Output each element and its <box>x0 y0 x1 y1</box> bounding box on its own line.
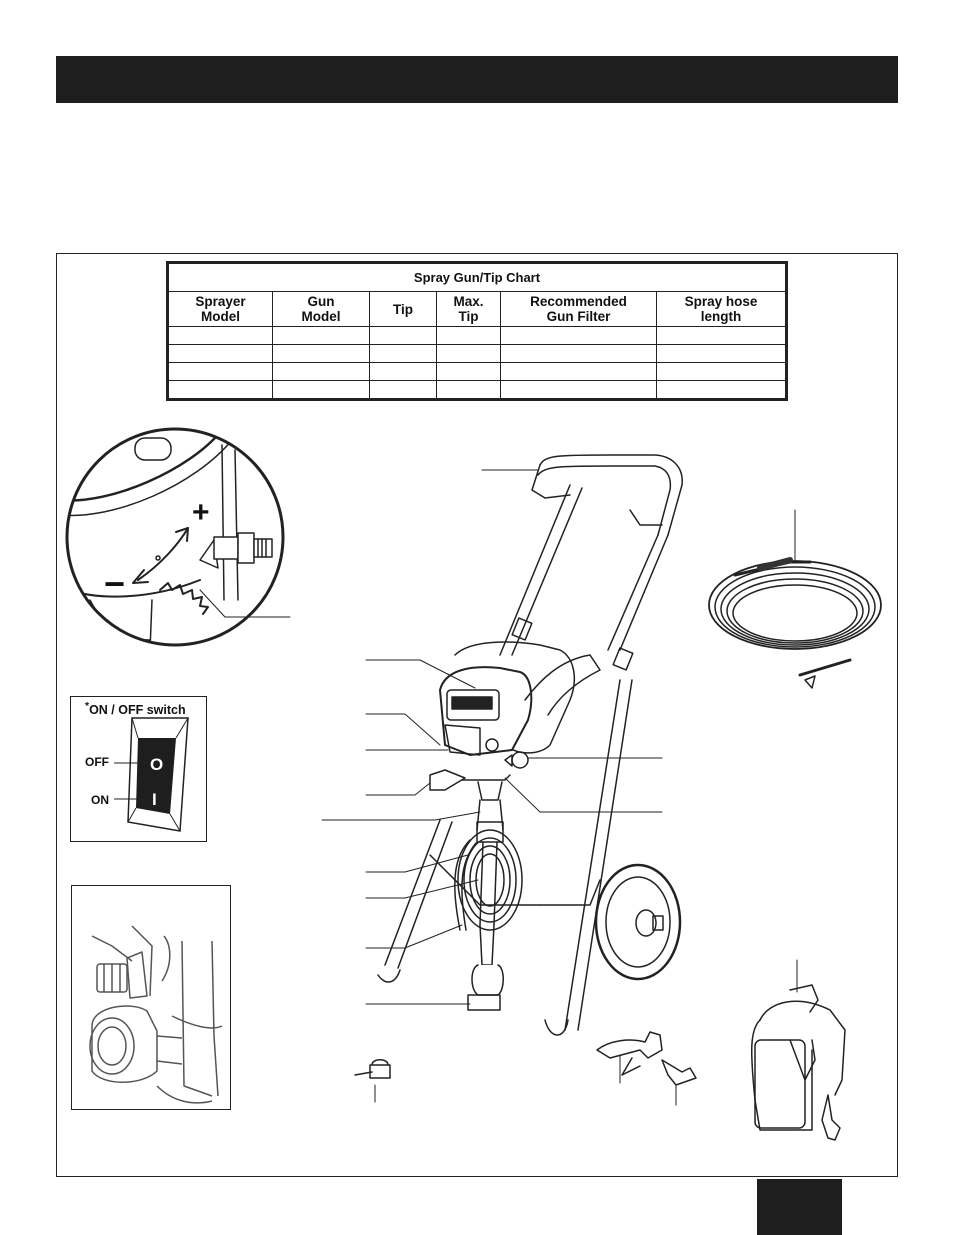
inlet-nut <box>355 1060 390 1102</box>
cart-wheel <box>596 865 680 979</box>
on-off-switch-panel <box>70 696 207 842</box>
switch-panel-title: *ON / OFF switch <box>85 701 186 718</box>
outlet-detail-inset <box>71 885 231 1110</box>
col-header-gun-model: Gun Model <box>273 292 370 327</box>
pressure-dial-inset <box>60 429 290 650</box>
col-header-gun-filter: Recommended Gun Filter <box>501 292 657 327</box>
minus-symbol: − <box>104 563 126 604</box>
hose-coil-on-cart <box>458 830 522 930</box>
off-label: OFF <box>85 755 109 769</box>
spray-hose <box>709 510 881 688</box>
on-label: ON <box>91 793 109 807</box>
col-header-sprayer-model: Sprayer Model <box>168 292 273 327</box>
tip-guard-and-tip <box>597 1032 696 1105</box>
col-header-hose-length: Spray hose length <box>657 292 787 327</box>
pump-assembly <box>430 642 600 1010</box>
on-symbol: I <box>151 789 157 809</box>
chart-title: Spray Gun/Tip Chart <box>168 263 787 292</box>
cart-handle <box>482 455 682 670</box>
plus-symbol: + <box>192 496 210 529</box>
col-header-tip: Tip <box>370 292 437 327</box>
off-symbol: O <box>149 754 163 774</box>
page-number-tab <box>757 1179 842 1235</box>
callout-leaders-right <box>505 758 662 812</box>
col-header-max-tip: Max. Tip <box>437 292 501 327</box>
spray-gun <box>752 960 845 1140</box>
rocker-switch[interactable] <box>70 696 207 842</box>
outlet-fitting-illustration <box>72 886 231 1110</box>
